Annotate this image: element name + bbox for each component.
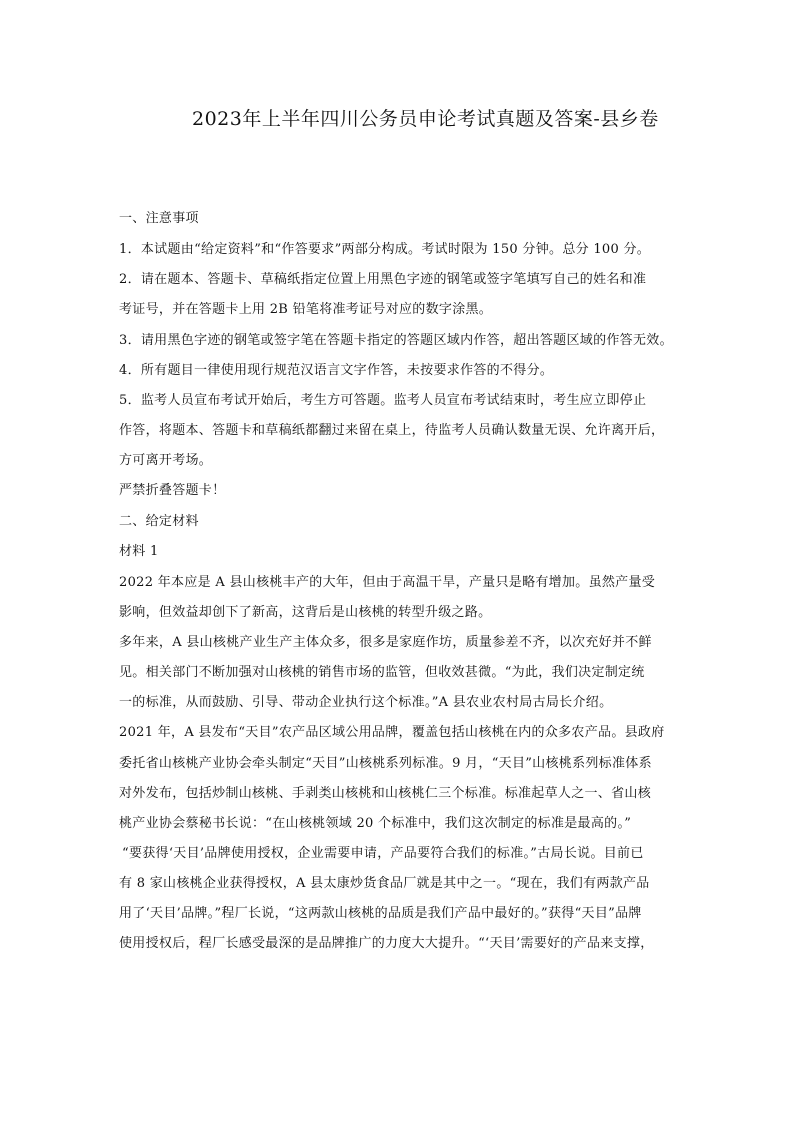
text-line: 1．本试题由“给定资料”和“作答要求”两部分构成。考试时限为 150 分钟。总分 100 分。 (119, 242, 651, 257)
text-line: 严禁折叠答题卡！ (119, 483, 226, 498)
text-line: 多年来，A 县山核桃产业生产主体众多，很多是家庭作坊，质量参差不齐，以次充好并不鲜 (119, 635, 652, 650)
text-line: 对外发布，包括炒制山核桃、手剥类山核桃和山核桃仁三个标准。标准起草人之一、省山核 (119, 786, 652, 801)
text-line: 一、注意事项 (119, 211, 199, 226)
text-line: 使用授权后，程厂长感受最深的是品牌推广的力度大大提升。“‘天目’需要好的产品来支撑， (119, 936, 654, 951)
text-line: 材料 1 (119, 544, 159, 559)
text-line: 4．所有题目一律使用现行规范汉语言文字作答，未按要求作答的不得分。 (119, 363, 554, 378)
text-line: 见。相关部门不断加强对山核桃的销售市场的监管，但收效甚微。“为此，我们决定制定统 (119, 665, 645, 680)
text-line: 一的标准，从而鼓励、引导、带动企业执行这个标准。”A 县农业农村局古局长介绍。 (119, 695, 613, 710)
text-line: 方可离开考场。 (119, 453, 213, 468)
text-line: 委托省山核桃产业协会牵头制定“天目”山核桃系列标准。9 月，“天目”山核桃系列标准体系 (119, 756, 652, 771)
text-line: 桃产业协会蔡秘书长说：“在山核桃领域 20 个标准中，我们这次制定的标准是最高的。” (119, 816, 632, 831)
text-line: 二、给定材料 (119, 514, 199, 529)
text-line: 2022 年本应是 A 县山核桃丰产的大年，但由于高温干旱，产量只是略有增加。虽然产量受 (119, 575, 656, 590)
text-line: 有 8 家山核桃企业获得授权，A 县太康炒货食品厂就是其中之一。“现在，我们有两款产品 (119, 876, 650, 891)
text-line: 考证号，并在答题卡上用 2B 铅笔将准考证号对应的数字涂黑。 (119, 302, 493, 317)
text-line: “要获得‘天目’品牌使用授权，企业需要申请，产品要符合我们的标准。”古局长说。目前已 (122, 846, 644, 861)
text-line: 作答，将题本、答题卡和草稿纸都翻过来留在桌上，待监考人员确认数量无误、允许离开后， (119, 423, 665, 438)
text-line: 用了‘天目’品牌。”程厂长说，“这两款山核桃的品质是我们产品中最好的。”获得“天目”品牌 (119, 906, 642, 921)
text-line: 3．请用黑色字迹的钢笔或签字笔在答题卡指定的答题区域内作答，超出答题区域的作答无效。 (119, 333, 673, 348)
page-title: 2023年上半年四川公务员申论考试真题及答案-县乡卷 (192, 108, 659, 130)
text-line: 影响，但效益却创下了新高，这背后是山核桃的转型升级之路。 (119, 605, 492, 620)
text-line: 2．请在题本、答题卡、草稿纸指定位置上用黑色字迹的钢笔或签字笔填写自己的姓名和准 (119, 272, 647, 287)
text-line: 5．监考人员宣布考试开始后，考生方可答题。监考人员宣布考试结束时，考生应立即停止 (119, 393, 647, 408)
text-line: 2021 年，A 县发布“天目”农产品区域公用品牌，覆盖包括山核桃在内的众多农产品。县政府 (119, 725, 665, 740)
